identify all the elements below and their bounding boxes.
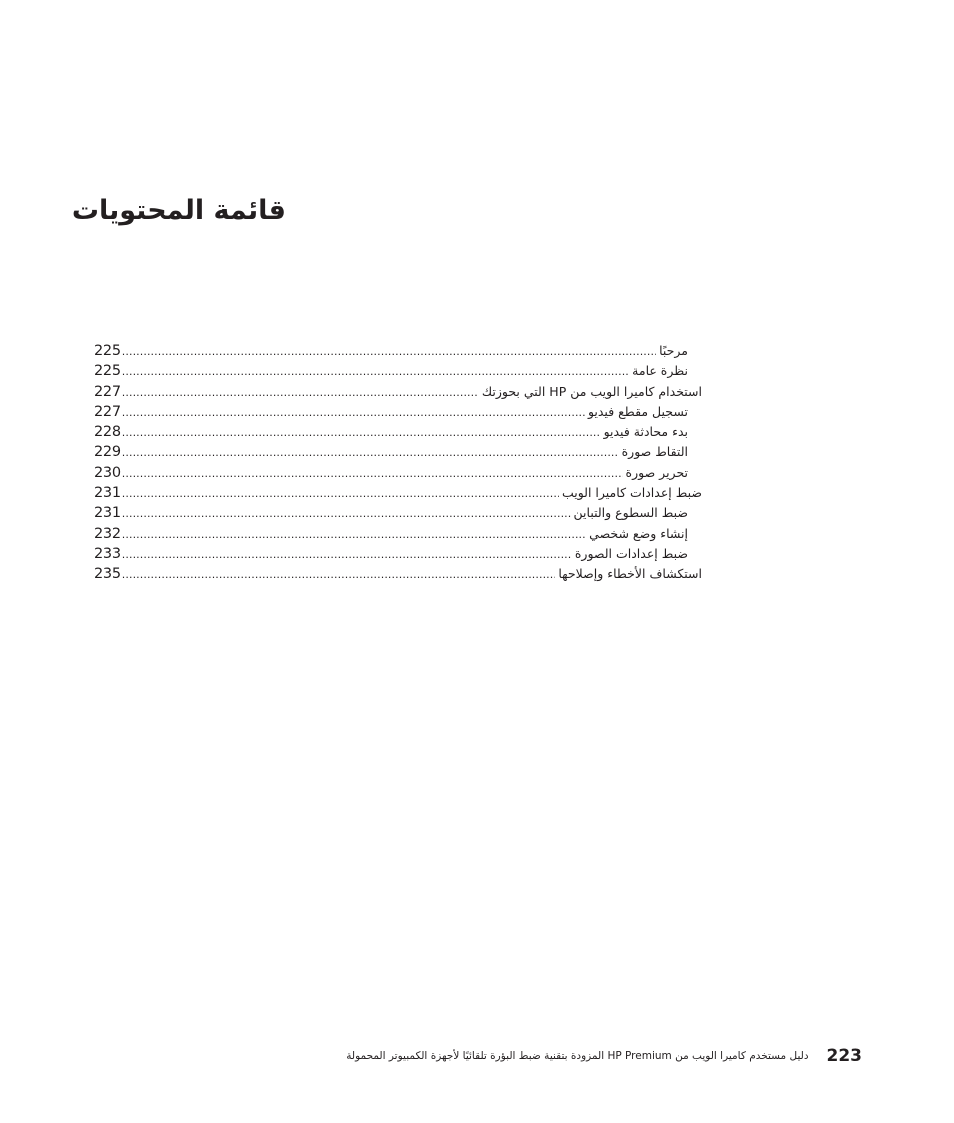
toc-leader-dots — [122, 383, 479, 402]
toc-entry[interactable] — [94, 463, 704, 483]
table-of-contents — [94, 341, 704, 585]
toc-entry[interactable] — [94, 544, 704, 564]
toc-page-number: 232 — [94, 525, 121, 542]
toc-entry[interactable] — [94, 361, 704, 381]
toc-page-number: 231 — [94, 505, 121, 522]
toc-entry-label: ضبط إعدادات الصورة — [574, 545, 688, 561]
toc-entry-label: إنشاء وضع شخصي — [589, 525, 688, 541]
toc-leader-dots — [122, 545, 572, 564]
toc-entry[interactable] — [94, 442, 704, 462]
toc-page-number: 229 — [94, 444, 121, 461]
toc-entry-label: تحرير صورة — [625, 464, 688, 480]
toc-leader-dots — [122, 443, 619, 462]
toc-entry[interactable] — [94, 341, 704, 361]
footer-page-number: 223 — [826, 1046, 862, 1066]
toc-leader-dots — [122, 484, 559, 503]
toc-entry[interactable] — [94, 382, 704, 402]
toc-leader-dots — [122, 525, 586, 544]
toc-entry-label: بدء محادثة فيديو — [603, 424, 688, 440]
toc-page-number: 225 — [94, 343, 121, 359]
toc-entry-label: ضبط السطوع والتباين — [573, 505, 688, 521]
toc-entry[interactable] — [94, 564, 704, 584]
toc-leader-dots — [122, 464, 623, 483]
toc-page-number: 235 — [94, 566, 121, 583]
toc-page-number: 227 — [94, 383, 121, 400]
toc-entry[interactable] — [94, 524, 704, 544]
toc-entry-label: مرحبًا — [659, 343, 688, 358]
toc-leader-dots — [122, 504, 571, 523]
toc-page-number: 225 — [94, 363, 121, 380]
toc-page-number: 231 — [94, 485, 121, 502]
toc-page-number: 227 — [94, 403, 121, 420]
toc-page-number: 233 — [94, 545, 121, 562]
toc-entry[interactable] — [94, 422, 704, 442]
page-title: قائمة المحتويات — [71, 195, 286, 226]
toc-entry[interactable] — [94, 503, 704, 523]
toc-entry-label: ضبط إعدادات كاميرا الويب — [561, 485, 702, 501]
toc-leader-dots — [122, 565, 556, 584]
toc-leader-dots — [122, 423, 601, 442]
toc-leader-dots — [122, 362, 629, 381]
toc-entry[interactable] — [94, 483, 704, 503]
toc-leader-dots — [122, 403, 585, 422]
toc-entry[interactable] — [94, 402, 704, 422]
footer-document-title: دليل مستخدم كاميرا الويب من HP Premium المزودة بتقنية ضبط البؤرة تلقائيًا لأجهزة الكمبيوتر المحمولة — [346, 1050, 809, 1062]
toc-entry-label: نظرة عامة — [632, 363, 688, 379]
toc-page-number: 230 — [94, 464, 121, 481]
toc-entry-label: تسجيل مقطع فيديو — [587, 403, 688, 419]
toc-entry-label: التقاط صورة — [621, 444, 688, 460]
page-footer — [346, 1044, 862, 1068]
toc-page-number: 228 — [94, 424, 121, 441]
toc-entry-label: استخدام كاميرا الويب من HP التي بحوزتك — [481, 383, 702, 399]
toc-leader-dots — [122, 342, 656, 361]
toc-entry-label: استكشاف الأخطاء وإصلاحها — [558, 566, 702, 582]
